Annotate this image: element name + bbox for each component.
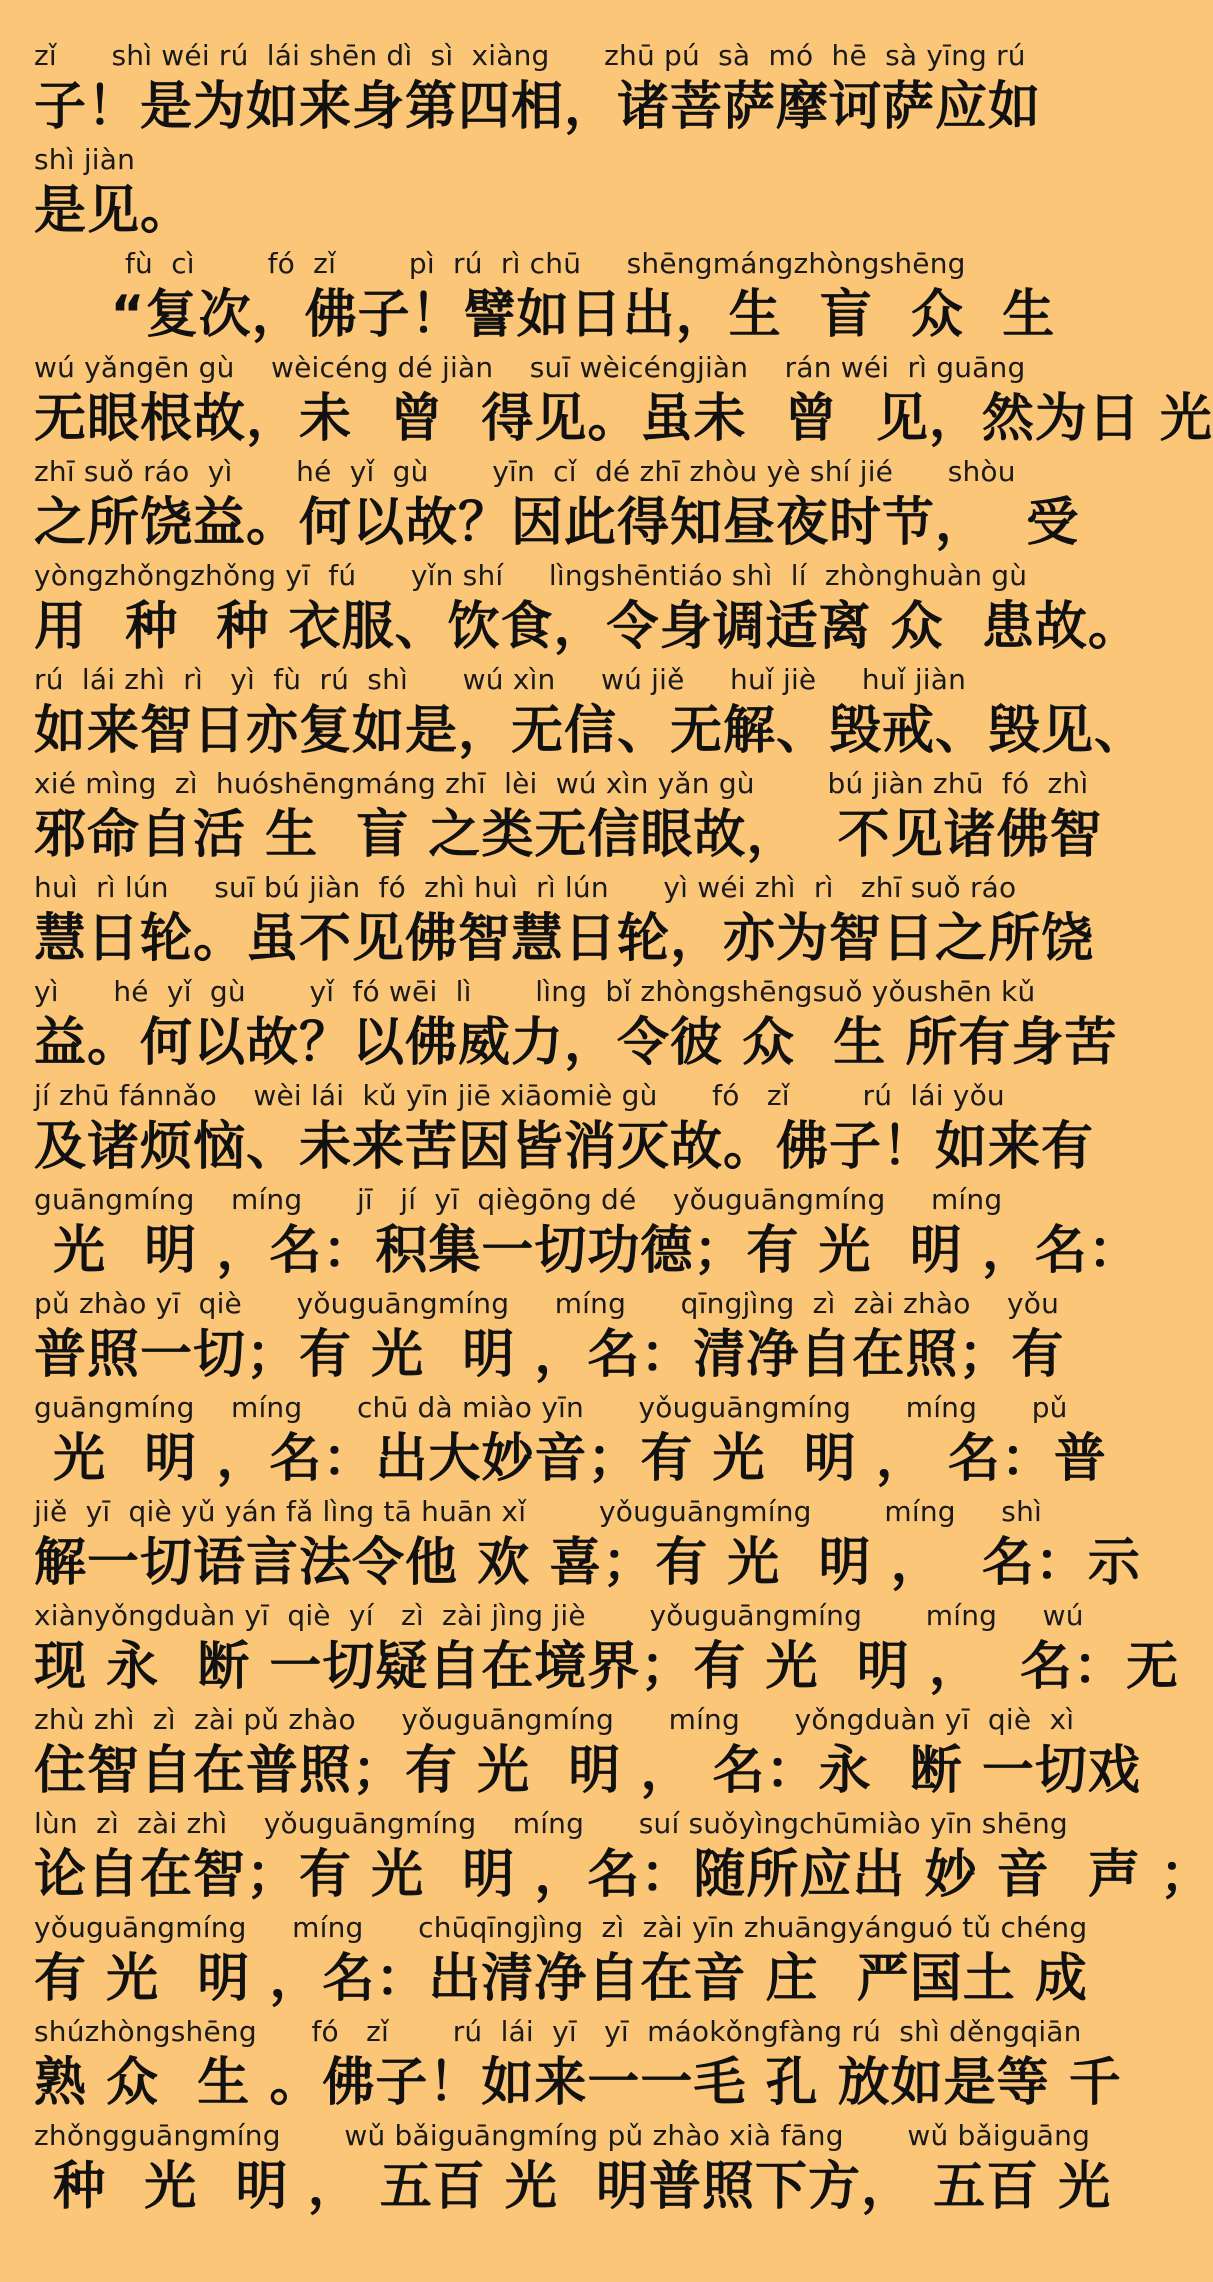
chinese-row: 如来智日亦复如是，无信、无解、毁戒、毁见、 — [34, 701, 1148, 761]
chinese-row: 益。何以故？以佛威力，令彼 众 生 所有身苦 — [34, 1013, 1118, 1073]
chinese-row: 熟 众 生 。佛子！如来一一毛 孔 放如是等 千 — [34, 2053, 1122, 2113]
text-line-16 — [34, 1598, 1180, 1702]
chinese-row: 有 光 明 ，名：出清净自在音 庄 严国土 成 — [34, 1949, 1088, 2009]
text-line-11 — [34, 1078, 1095, 1182]
text-line-4 — [34, 350, 1213, 454]
chinese-row: 光 明 ，名：积集一切功德；有 光 明 ，名： — [34, 1221, 1141, 1281]
text-line-6 — [34, 558, 1141, 662]
pinyin-row: zǐ shì wéi rú lái shēn dì sì xiàng zhū pú sà mó hē sà yīng rú — [34, 39, 1026, 72]
chinese-row: 用 种 种 衣服、饮食，令身调适离 众 患故。 — [34, 597, 1141, 657]
text-line-1 — [34, 38, 1046, 142]
text-line-10 — [34, 974, 1118, 1078]
chinese-row: 种 光 明 ， 五百 光 明普照下方， 五百 光 — [34, 2157, 1112, 2217]
pinyin-row: guāngmíng míng chū dà miào yīn yǒuguāngmíng míng pǔ — [34, 1391, 1068, 1424]
chinese-row: 住智自在普照；有 光 明 ， 名：永 断 一切戏 — [34, 1741, 1141, 1801]
pinyin-row: xié mìng zì huóshēngmáng zhī lèi wú xìn yǎn gù bú jiàn zhū fó zhì — [34, 767, 1089, 800]
text-line-21 — [34, 2118, 1112, 2222]
text-line-9 — [34, 870, 1095, 974]
pinyin-row: fù cì fó zǐ pì rú rì chū shēngmángzhòngshēng — [34, 247, 966, 280]
text-line-7 — [34, 662, 1148, 766]
text-line-14 — [34, 1390, 1107, 1494]
text-line-18 — [34, 1806, 1213, 1910]
pinyin-row: huì rì lún suī bú jiàn fó zhì huì rì lún yì wéi zhì rì zhī suǒ ráo — [34, 871, 1017, 904]
pinyin-row: rú lái zhì rì yì fù rú shì wú xìn wú jiě huǐ jiè huǐ jiàn — [34, 663, 967, 696]
chinese-row: 论自在智；有 光 明 ，名：随所应出 妙 音 声 ； — [34, 1845, 1213, 1905]
chinese-row: “复次，佛子！譬如日出，生 盲 众 生 — [34, 285, 1056, 345]
text-line-8 — [34, 766, 1103, 870]
text-line-12 — [34, 1182, 1141, 1286]
chinese-row: 及诸烦恼、未来苦因皆消灭故。佛子！如来有 — [34, 1117, 1095, 1177]
chinese-row: 无眼根故，未 曾 得见。虽未 曾 见，然为日 光 — [34, 389, 1213, 449]
chinese-row: 慧日轮。虽不见佛智慧日轮，亦为智日之所饶 — [34, 909, 1095, 969]
pinyin-row: xiànyǒngduàn yī qiè yí zì zài jìng jiè yǒuguāngmíng míng wú — [34, 1599, 1084, 1632]
text-line-20 — [34, 2014, 1122, 2118]
pinyin-row: shì jiàn — [34, 143, 136, 176]
pinyin-row: zhī suǒ ráo yì hé yǐ gù yīn cǐ dé zhī zhòu yè shí jié shòu — [34, 455, 1016, 488]
text-line-3 — [34, 246, 1056, 350]
pinyin-row: guāngmíng míng jī jí yī qiègōng dé yǒuguāngmíng míng — [34, 1183, 1003, 1216]
pinyin-row: shúzhòngshēng fó zǐ rú lái yī yī máokǒngfàng rú shì děngqiān — [34, 2015, 1082, 2048]
pinyin-row: yì hé yǐ gù yǐ fó wēi lì lìng bǐ zhòngshēngsuǒ yǒushēn kǔ — [34, 975, 1036, 1008]
pinyin-row: jiě yī qiè yǔ yán fǎ lìng tā huān xǐ yǒuguāngmíng míng shì — [34, 1495, 1043, 1528]
pinyin-row: jí zhū fánnǎo wèi lái kǔ yīn jiē xiāomiè gù fó zǐ rú lái yǒu — [34, 1079, 1005, 1112]
pinyin-row: yòngzhǒngzhǒng yī fú yǐn shí lìngshēntiáo shì lí zhònghuàn gù — [34, 559, 1028, 592]
chinese-row: 之所饶益。何以故？因此得知昼夜时节， 受 — [34, 493, 1080, 553]
text-line-13 — [34, 1286, 1065, 1390]
pinyin-row: wú yǎngēn gù wèicéng dé jiàn suī wèicéngjiàn rán wéi rì guāng — [34, 351, 1026, 384]
chinese-row: 普照一切；有 光 明 ，名：清净自在照；有 — [34, 1325, 1065, 1385]
chinese-row: 是见。 — [34, 181, 194, 241]
pinyin-row: pǔ zhào yī qiè yǒuguāngmíng míng qīngjìng zì zài zhào yǒu — [34, 1287, 1060, 1320]
chinese-row: 现 永 断 一切疑自在境界；有 光 明 ， 名：无 — [34, 1637, 1180, 1697]
chinese-row: 解一切语言法令他 欢 喜；有 光 明 ， 名：示 — [34, 1533, 1141, 1593]
text-line-2 — [34, 142, 1046, 246]
chinese-row: 子！是为如来身第四相，诸菩萨摩诃萨应如 — [34, 77, 1042, 137]
chinese-row: 邪命自活 生 盲 之类无信眼故， 不见诸佛智 — [34, 805, 1103, 865]
pinyin-row: zhù zhì zì zài pǔ zhào yǒuguāngmíng míng yǒngduàn yī qiè xì — [34, 1703, 1075, 1736]
text-line-15 — [34, 1494, 1141, 1598]
text-line-5 — [34, 454, 1080, 558]
text-line-19 — [34, 1910, 1088, 2014]
pinyin-row: yǒuguāngmíng míng chūqīngjìng zì zài yīn zhuāngyánguó tǔ chéng — [34, 1911, 1088, 1944]
text-line-17 — [34, 1702, 1141, 1806]
chinese-row: 光 明 ，名：出大妙音；有 光 明 ， 名：普 — [34, 1429, 1107, 1489]
pinyin-row: lùn zì zài zhì yǒuguāngmíng míng suí suǒyìngchūmiào yīn shēng — [34, 1807, 1068, 1840]
pinyin-row: zhǒngguāngmíng wǔ bǎiguāngmíng pǔ zhào xià fāng wǔ bǎiguāng — [34, 2119, 1091, 2152]
